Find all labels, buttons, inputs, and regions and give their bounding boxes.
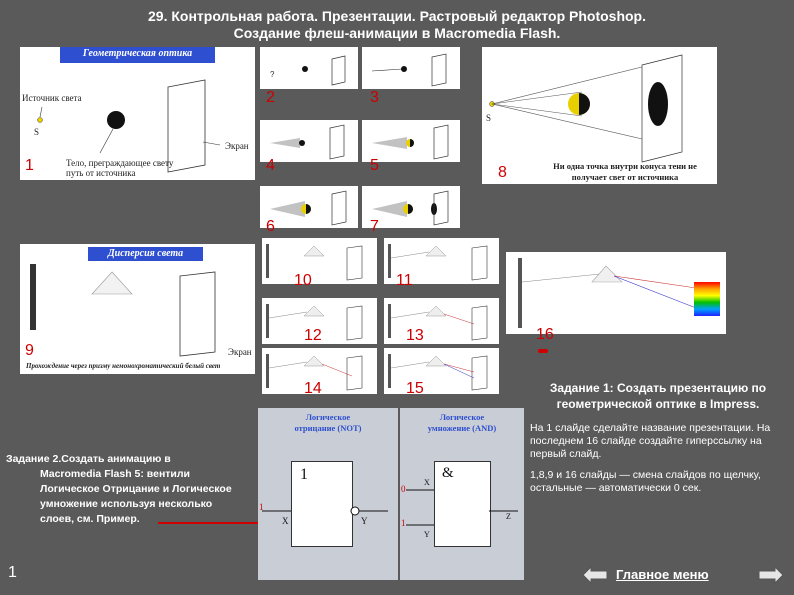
cone-caption-line2: получает свет от источника [571, 172, 679, 182]
slide-number-10: 10 [294, 272, 312, 289]
dispersion-slide [20, 244, 255, 374]
body-caption-line2: путь от источника [66, 168, 136, 178]
slide-number-1: 1 [25, 157, 34, 174]
and-gate-wires [400, 408, 524, 580]
next-slide-button[interactable] [758, 566, 784, 584]
not-title-line2: отрицание (NOT) [294, 423, 362, 433]
task1-heading: Задание 1: Создать презентацию по геометрической оптике в Impress. [549, 381, 767, 411]
not-title-line1: Логическое [305, 412, 351, 422]
task2-text [6, 452, 246, 527]
task2-rest: Macromedia Flash 5: вентили Логическое Отрицание и Логическое умножение используя несколько слоев, см. Пример. [40, 468, 232, 525]
slide-number-5: 5 [370, 157, 379, 174]
body-caption [66, 158, 173, 178]
slide-number-8: 8 [498, 164, 507, 181]
spectrum-diagram [506, 252, 726, 334]
shadow-cone-slide [482, 47, 717, 184]
not-y-label: Y [361, 516, 368, 526]
task2-line1: Задание 2.Создать анимацию в [6, 453, 171, 465]
prev-slide-button[interactable] [582, 566, 608, 584]
cone-shadow-icon [648, 82, 668, 126]
logic-and-panel [400, 408, 524, 580]
logic-not-panel [258, 408, 398, 580]
and-input-2-value: 1 [401, 518, 406, 528]
thumb-13-diagram [384, 298, 499, 344]
slide-thumb-5 [362, 120, 460, 162]
slide-number-2: 2 [266, 89, 275, 106]
and-title-line2: умножение (AND) [427, 423, 497, 433]
slide-thumb-4 [260, 120, 358, 162]
cone-caption-line1: Ни одна точка внутри конуса тени не [553, 161, 697, 171]
spectrum-slide [506, 252, 726, 334]
svg-text:?: ? [270, 70, 275, 79]
slide-thumb-13 [384, 298, 499, 344]
slide-number-14: 14 [304, 380, 322, 397]
not-gate-wires [258, 408, 398, 580]
screen-icon [168, 80, 205, 172]
arrow-right-icon [758, 566, 784, 584]
spectrum-band-icon [694, 282, 720, 316]
dispersion-title: Дисперсия света [107, 248, 184, 259]
slide-number-12: 12 [304, 327, 322, 344]
thumb-4-diagram [260, 120, 358, 162]
main-menu-link[interactable]: Главное меню [616, 567, 709, 582]
geometric-optics-slide [20, 47, 255, 180]
and-x-label: X [424, 478, 430, 487]
slide-number-15: 15 [406, 380, 424, 397]
not-input-value: 1 [259, 502, 264, 512]
geo-title: Геометрическая оптика [82, 48, 193, 59]
dispersion-caption: Прохождение через призму немонохроматический белый свет [26, 362, 221, 370]
and-z-label: Z [506, 512, 511, 521]
geo-s-label: S [34, 127, 40, 137]
slide-number-9: 9 [25, 342, 34, 359]
dispersion-screen-icon [180, 272, 215, 356]
slide-number-6: 6 [266, 218, 275, 235]
slide-thumb-10 [262, 238, 377, 284]
and-gate-symbol: & [442, 465, 454, 481]
light-source-icon [38, 118, 43, 123]
and-title-line1: Логическое [439, 412, 485, 422]
light-source-label: Источник света [22, 93, 82, 103]
thumb-10-diagram [262, 238, 377, 284]
title-line-2: Создание флеш-анимации в Macromedia Flash. [233, 25, 561, 41]
slide-number-3: 3 [370, 89, 379, 106]
page-number: 1 [8, 564, 17, 581]
thumb-3-diagram [362, 47, 460, 89]
opaque-body-icon [107, 111, 125, 129]
slide-number-4: 4 [266, 157, 275, 174]
dispersion-screen-label: Экран [228, 347, 252, 357]
slide-number-7: 7 [370, 218, 379, 235]
thumb-15-diagram [384, 348, 499, 394]
slide-thumb-2 [260, 47, 358, 89]
geo-screen-label: Экран [225, 141, 249, 151]
slide-number-13: 13 [406, 327, 424, 344]
and-input-1-value: 0 [401, 484, 406, 494]
page-title [0, 8, 794, 42]
not-inverter-icon [351, 507, 359, 515]
cone-s-label: S [486, 113, 492, 123]
thumb-2-diagram [260, 47, 358, 89]
slide-16-pointer [538, 349, 548, 353]
screen-pointer [203, 142, 220, 145]
not-x-label: X [282, 516, 289, 526]
title-line-1: 29. Контрольная работа. Презентации. Растровый редактор Photoshop. [148, 8, 646, 24]
task1-note-2: 1,8,9 и 16 слайды — смена слайдов по щелчку, остальные — автоматически 0 сек. [530, 469, 761, 494]
slide-thumb-3 [362, 47, 460, 89]
body-caption-line1: Тело, преграждающее свету [66, 158, 174, 168]
cone-caption [530, 161, 717, 183]
body-pointer [100, 129, 113, 153]
source-pointer [40, 107, 42, 117]
arrow-left-icon [582, 566, 608, 584]
task1-note-1: На 1 слайде сделайте название презентации. На последнем 16 слайде создайте гиперссылку на первый слайд. [530, 422, 771, 460]
dispersion-diagram [20, 244, 255, 374]
task1-notes [530, 422, 792, 503]
slide-number-11: 11 [396, 272, 413, 289]
light-lamp-icon [30, 264, 36, 330]
spectrum-prism-icon [592, 266, 622, 282]
thumb-5-diagram [362, 120, 460, 162]
slide-number-16: 16 [536, 326, 554, 343]
and-y-label: Y [424, 530, 430, 539]
not-gate-symbol: 1 [300, 466, 308, 483]
slide-thumb-15 [384, 348, 499, 394]
